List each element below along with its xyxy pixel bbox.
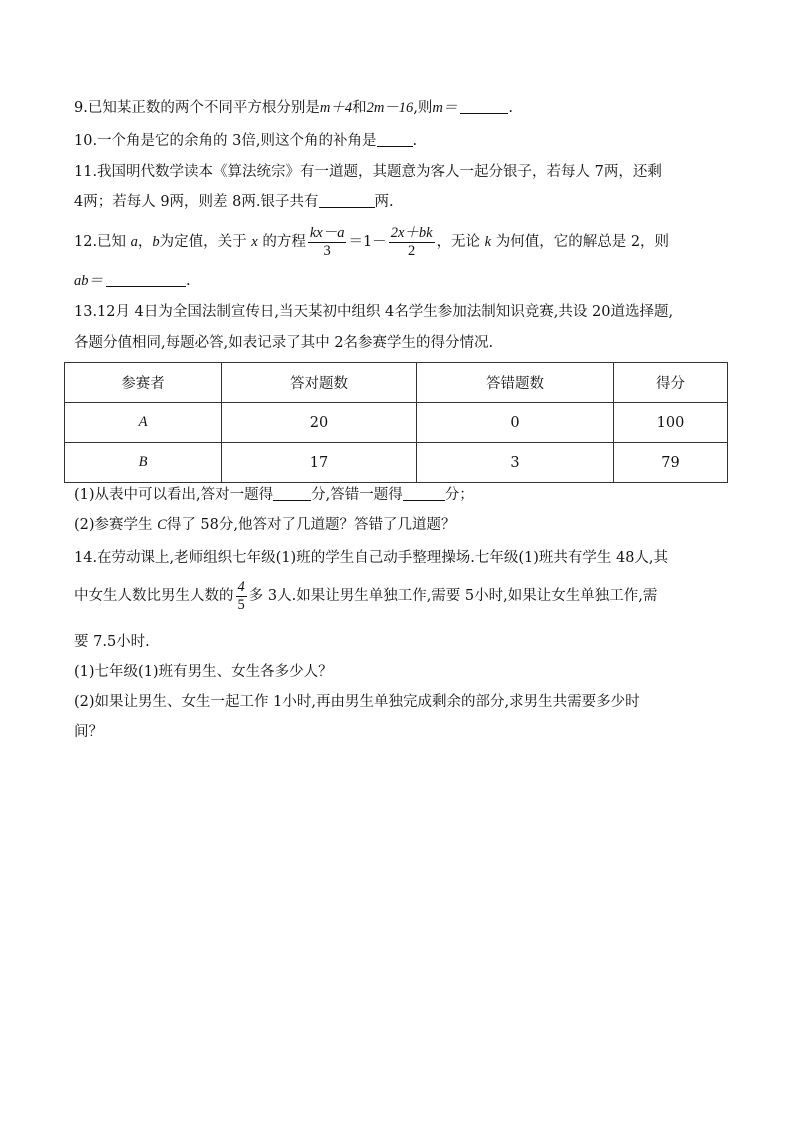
table-cell: 79 xyxy=(614,443,728,483)
q12-fraction-2-numerator: 2x＋bk xyxy=(390,224,433,241)
q14-fraction-numerator: 4 xyxy=(237,578,245,595)
q12-answer-blank[interactable] xyxy=(106,272,186,287)
question-13-line-2 xyxy=(74,333,493,353)
q13-sub1-blank-2[interactable] xyxy=(403,486,445,501)
q14-fraction-denominator: 5 xyxy=(237,596,245,613)
q14-text-line-2: 中女生人数比男生人数的 xyxy=(74,588,234,604)
q11-text-line-1: 11.我国明代数学读本《算法统宗》有一道题，其题意为客人一起分银子，若每人 7两，还剩 xyxy=(74,164,662,180)
q12-lhs: ab＝ xyxy=(74,273,103,289)
table-cell: 17 xyxy=(222,443,417,483)
q12-text: 12.已知 xyxy=(74,234,131,250)
q9-mid: ,则 xyxy=(413,100,433,116)
q12-text-3: ，无论 xyxy=(436,234,485,250)
q10-text: 10.一个角是它的余角的 3倍,则这个角的补角是 xyxy=(74,133,377,149)
q14-sub1-text: (1)七年级(1)班有男生、女生各多少人？ xyxy=(74,664,333,680)
question-13-sub-1 xyxy=(74,485,474,505)
q13-text-line-2: 各题分值相同,每题必答,如表记录了其中 2名参赛学生的得分情况. xyxy=(74,335,494,351)
q11-answer-blank[interactable] xyxy=(319,193,375,208)
table-header-cell: 得分 xyxy=(614,363,728,403)
question-13-sub-2 xyxy=(74,515,456,535)
q12-suffix: . xyxy=(186,273,191,289)
q13-sub1-suffix: 分； xyxy=(444,487,474,503)
q12-text-4: 为何值，它的解总是 2，则 xyxy=(491,234,670,250)
table-cell: 20 xyxy=(222,403,417,443)
score-table xyxy=(64,362,728,483)
question-10 xyxy=(74,131,417,151)
table-row xyxy=(65,403,728,443)
q13-sub2-var: C xyxy=(157,517,167,533)
table-cell: 0 xyxy=(417,403,614,443)
q12-fraction-2 xyxy=(389,225,435,260)
q12-var-a: a xyxy=(130,234,138,250)
q12-fraction-2-denominator: 2 xyxy=(408,242,416,259)
q14-text-line-1: 14.在劳动课上,老师组织七年级(1)班的学生自己动手整理操场.七年级(1)班共有学生 48人,其 xyxy=(74,550,669,566)
q9-expr2: 2m－16 xyxy=(366,100,414,116)
q12-fraction-1 xyxy=(308,225,347,260)
q9-answer-blank[interactable] xyxy=(460,99,508,114)
question-12-line-2 xyxy=(74,271,191,291)
q13-sub2-suffix: 得了 58分,他答对了几道题？答错了几道题？ xyxy=(166,517,456,533)
table-cell: 100 xyxy=(614,403,728,443)
question-14-line-1 xyxy=(74,548,668,568)
q12-var-x: x xyxy=(251,234,258,250)
q13-sub1-blank-1[interactable] xyxy=(273,486,311,501)
q10-suffix: . xyxy=(412,133,418,149)
question-14-sub-2-line-1 xyxy=(74,692,640,712)
q14-fraction xyxy=(236,579,247,614)
q9-conj: 和 xyxy=(352,100,367,116)
table-header-row xyxy=(65,363,728,403)
q14-text-line-2-suffix: 多 3人.如果让男生单独工作,需要 5小时,如果让女生单独工作,需 xyxy=(248,588,658,604)
q12-var-b: b xyxy=(152,234,160,250)
question-9 xyxy=(74,98,513,118)
q12-text-2: 的方程 xyxy=(257,234,306,250)
q13-sub1-mid: 分,答错一题得 xyxy=(311,487,403,503)
question-11-line-2 xyxy=(74,192,394,212)
q14-sub2-text-line-1: (2)如果让男生、女生一起工作 1小时,再由男生单独完成剩余的部分,求男生共需要多少时 xyxy=(74,694,640,710)
q12-text-1: 为定值，关于 xyxy=(159,234,252,250)
table-header-cell: 答错题数 xyxy=(417,363,614,403)
table-cell: A xyxy=(65,403,222,443)
q12-sep: ， xyxy=(137,234,153,250)
q13-sub2-text: (2)参赛学生 xyxy=(74,517,158,533)
question-13-line-1 xyxy=(74,302,673,322)
q14-text-line-3: 要 7.5小时. xyxy=(74,634,150,650)
q13-sub1-text: (1)从表中可以看出,答对一题得 xyxy=(74,487,274,503)
question-14-line-3 xyxy=(74,632,150,652)
q9-suffix: . xyxy=(508,100,514,116)
table-cell: B xyxy=(65,443,222,483)
table-row xyxy=(65,443,728,483)
q9-expr1: m＋4 xyxy=(319,100,353,116)
table-header-cell: 参赛者 xyxy=(65,363,222,403)
q14-sub2-text-line-2: 间？ xyxy=(74,724,103,740)
q12-fraction-1-numerator: kx－a xyxy=(309,224,345,241)
q13-text-line-1: 13.12月 4日为全国法制宣传日,当天某初中组织 4名学生参加法制知识竞赛,共设 20道选择题, xyxy=(74,304,674,320)
question-14-sub-1 xyxy=(74,662,333,682)
q9-lhs: m＝ xyxy=(432,100,458,116)
q9-text: 9.已知某正数的两个不同平方根分别是 xyxy=(74,100,320,116)
question-12-line-1 xyxy=(74,222,669,262)
table-header-cell: 答对题数 xyxy=(222,363,417,403)
q11-suffix: 两. xyxy=(374,194,394,210)
q10-answer-blank[interactable] xyxy=(377,132,413,147)
table-cell: 3 xyxy=(417,443,614,483)
q12-equals: ＝1－ xyxy=(348,234,387,250)
question-14-line-2 xyxy=(74,576,657,616)
q12-var-k: k xyxy=(484,234,492,250)
q12-fraction-1-denominator: 3 xyxy=(323,242,331,259)
question-11-line-1 xyxy=(74,162,662,182)
q11-text-line-2: 4两；若每人 9两，则差 8两.银子共有 xyxy=(74,194,319,210)
question-14-sub-2-line-2 xyxy=(74,722,103,742)
